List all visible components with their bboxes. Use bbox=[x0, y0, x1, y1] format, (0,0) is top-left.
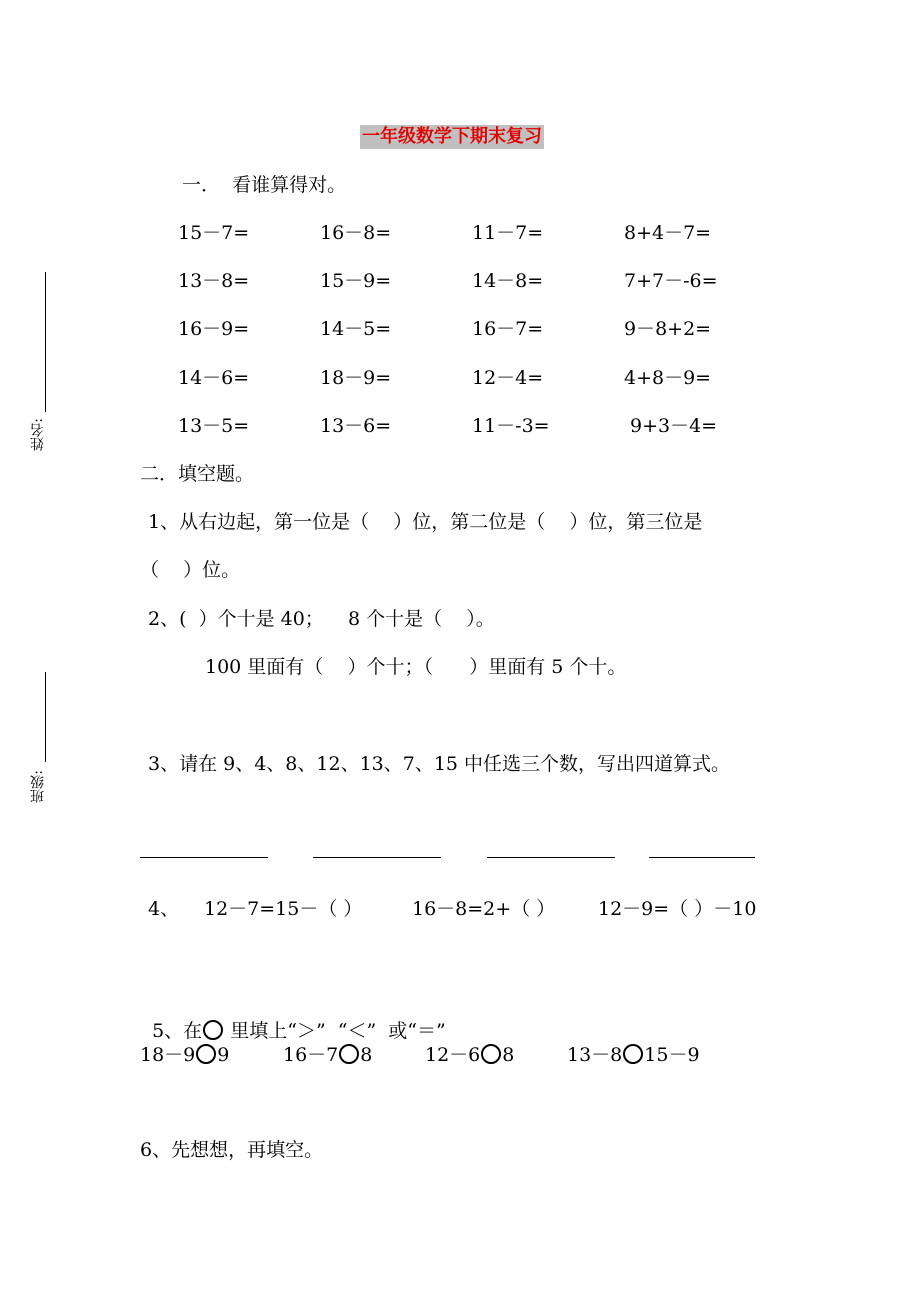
calc-item: 11－7= bbox=[472, 222, 544, 244]
calc-item: 15－7= bbox=[178, 222, 250, 244]
calc-item: 4+8－9= bbox=[624, 367, 712, 389]
calc-item: 18－9= bbox=[320, 367, 392, 389]
compare-left: 16－7 bbox=[283, 1044, 339, 1066]
answer-blank bbox=[140, 857, 268, 858]
section2-heading: 二．填空题。 bbox=[140, 463, 255, 485]
answer-blank bbox=[313, 857, 441, 858]
class-line bbox=[45, 672, 46, 762]
compare-right: 15－9 bbox=[644, 1044, 700, 1066]
question-4-item: 12－9=（ ）－10 bbox=[598, 898, 757, 920]
calc-item: 14－8= bbox=[472, 270, 544, 292]
compare-item bbox=[567, 1043, 700, 1067]
compare-left: 18－9 bbox=[140, 1044, 196, 1066]
question-2-line2: 100 里面有（ ）个十；（ ）里面有 5 个十。 bbox=[205, 656, 627, 678]
compare-item bbox=[140, 1043, 229, 1067]
calc-item: 13－5= bbox=[178, 415, 250, 437]
question-5-suffix: 里填上“＞” “＜” 或“＝” bbox=[224, 1020, 446, 1042]
compare-circle[interactable] bbox=[196, 1044, 216, 1064]
compare-circle[interactable] bbox=[339, 1044, 359, 1064]
compare-right: 8 bbox=[360, 1044, 373, 1066]
compare-circle[interactable] bbox=[481, 1044, 501, 1064]
question-3: 3、请在 9、4、8、12、13、7、15 中任选三个数，写出四道算式。 bbox=[148, 753, 731, 775]
calc-item: 16－8= bbox=[320, 222, 392, 244]
name-line bbox=[45, 272, 46, 412]
answer-blank bbox=[487, 857, 615, 858]
question-6: 6、先想想，再填空。 bbox=[140, 1139, 324, 1161]
compare-right: 9 bbox=[217, 1044, 230, 1066]
calc-item: 13－6= bbox=[320, 415, 392, 437]
page-title: 一年级数学下期末复习 bbox=[362, 126, 542, 147]
compare-circle[interactable] bbox=[623, 1044, 643, 1064]
compare-right: 8 bbox=[502, 1044, 515, 1066]
question-4-item: 12－7=15－（ ） bbox=[204, 898, 363, 920]
question-4-item: 16－8=2+（ ） bbox=[412, 898, 556, 920]
calc-item: 15－9= bbox=[320, 270, 392, 292]
calc-item: 7+7－-6= bbox=[624, 270, 718, 292]
answer-blank bbox=[649, 857, 755, 858]
calc-item: 16－7= bbox=[472, 318, 544, 340]
calc-item: 14－6= bbox=[178, 367, 250, 389]
question-5-prefix: 5、在 bbox=[152, 1020, 203, 1042]
question-1-line1: 1、从右边起，第一位是（ ）位，第二位是（ ）位，第三位是 bbox=[148, 511, 703, 533]
circle-icon bbox=[203, 1020, 223, 1040]
calc-item: 14－5= bbox=[320, 318, 392, 340]
class-label: 班级: bbox=[30, 770, 46, 803]
compare-item bbox=[283, 1043, 372, 1067]
calc-item: 12－4= bbox=[472, 367, 544, 389]
calc-item: 16－9= bbox=[178, 318, 250, 340]
compare-left: 13－8 bbox=[567, 1044, 623, 1066]
question-5-heading bbox=[140, 995, 446, 1043]
compare-item bbox=[425, 1043, 514, 1067]
name-label: 姓名: bbox=[30, 418, 46, 451]
section1-heading: 一． 看谁算得对。 bbox=[182, 174, 347, 196]
calc-item: 13－8= bbox=[178, 270, 250, 292]
question-2-line1: 2、( ）个十是 40； 8 个十是（ ）。 bbox=[148, 608, 495, 630]
calc-item: 11－-3= bbox=[472, 415, 550, 437]
question-1-line2: （ ）位。 bbox=[140, 559, 241, 581]
calc-item: 8+4－7= bbox=[624, 222, 712, 244]
calc-item: 9－8+2= bbox=[624, 318, 712, 340]
compare-left: 12－6 bbox=[425, 1044, 481, 1066]
calc-item: 9+3－4= bbox=[630, 415, 718, 437]
question-4-label: 4、 bbox=[148, 898, 180, 920]
